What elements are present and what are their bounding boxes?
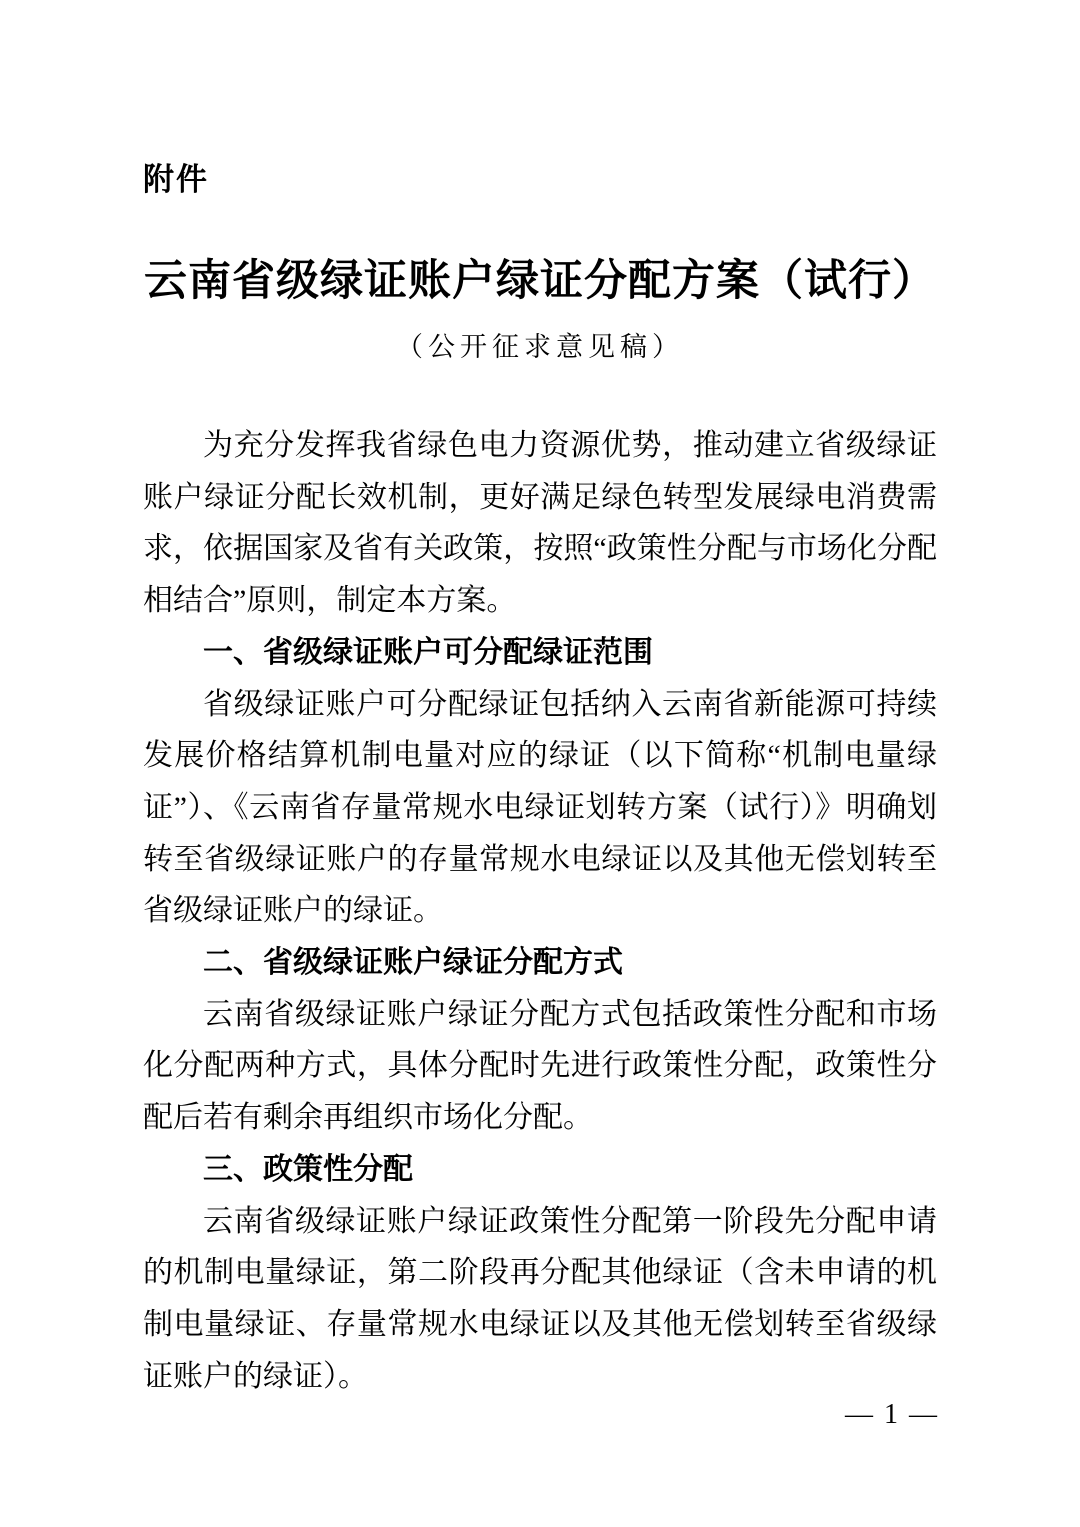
section-paragraph-1: 省级绿证账户可分配绿证包括纳入云南省新能源可持续发展价格结算机制电量对应的绿证（以下简称“机制电量绿证”）、《云南省存量常规水电绿证划转方案（试行）》明确划转至省级绿证账户的存量常规水电绿证以及其他无偿划转至省级绿证账户的绿证。: [143, 687, 937, 928]
section-heading-3: 三、政策性分配: [203, 1152, 413, 1186]
document-title: 云南省级绿证账户绿证分配方案（试行）: [144, 258, 936, 305]
attachment-label: 附件: [143, 162, 209, 197]
section-paragraph-3: 云南省级绿证账户绿证政策性分配第一阶段先分配申请的机制电量绿证，第二阶段再分配其他绿证（含未申请的机制电量绿证、存量常规水电绿证以及其他无偿划转至省级绿证账户的绿证）。: [143, 1204, 937, 1393]
document-body: [143, 420, 937, 1402]
section-paragraph-2: 云南省级绿证账户绿证分配方式包括政策性分配和市场化分配两种方式，具体分配时先进行政策性分配，政策性分配后若有剩余再组织市场化分配。: [143, 997, 937, 1135]
section-heading-1: 一、省级绿证账户可分配绿证范围: [203, 635, 653, 669]
document-subtitle: （公开征求意见稿）: [396, 332, 684, 362]
intro-paragraph: 为充分发挥我省绿色电力资源优势，推动建立省级绿证账户绿证分配长效机制，更好满足绿色转型发展绿电消费需求，依据国家及省有关政策，按照“政策性分配与市场化分配相结合”原则，制定本方案。: [143, 429, 937, 618]
page-number: — 1 —: [845, 1399, 939, 1430]
section-heading-2: 二、省级绿证账户绿证分配方式: [203, 946, 623, 980]
